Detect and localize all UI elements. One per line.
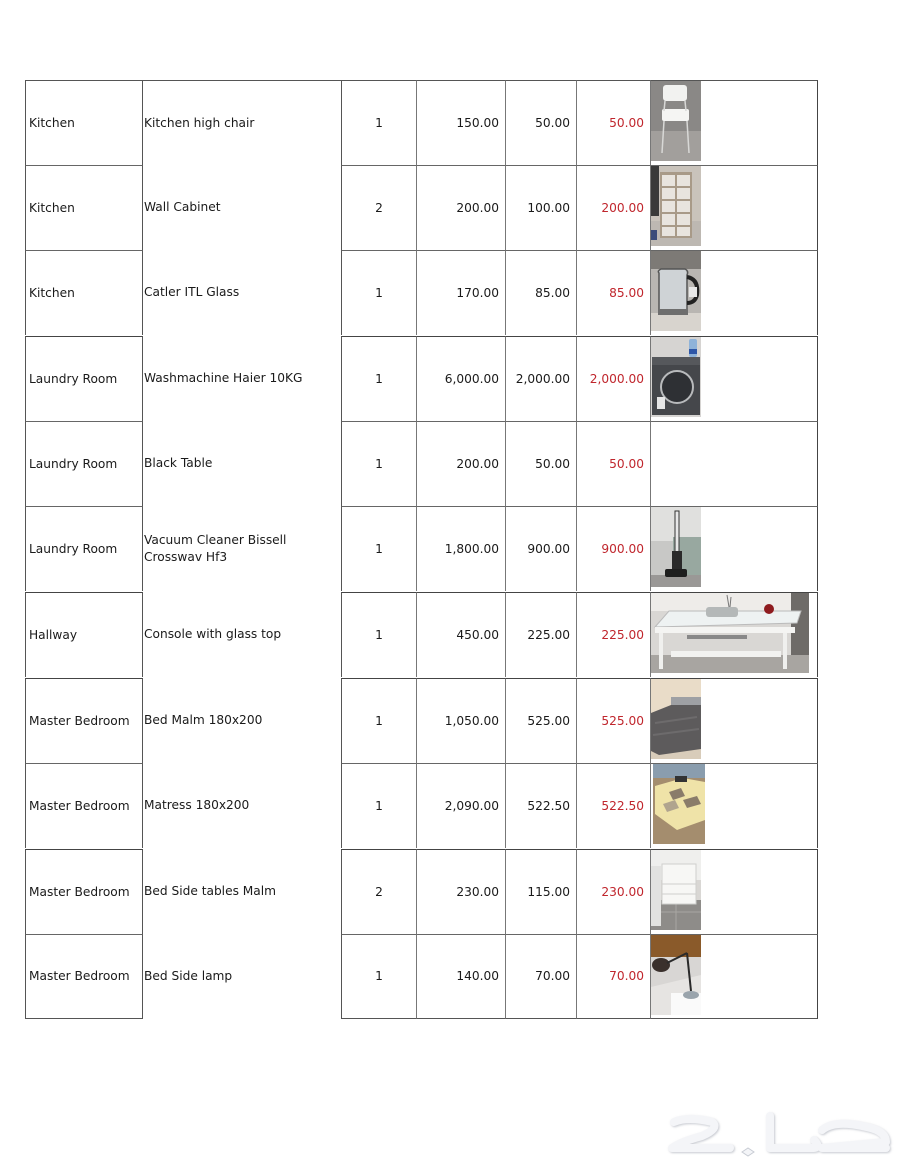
table-row — [25, 934, 818, 1019]
qty-cell: 1 — [341, 250, 417, 335]
total-cell: 70.00 — [577, 934, 650, 1019]
photo-cell — [650, 421, 818, 506]
qty-cell: 1 — [341, 678, 417, 763]
lamp-photo-icon — [651, 935, 701, 1015]
kettle-photo-icon — [651, 251, 701, 331]
qty-cell: 1 — [341, 421, 417, 506]
room-cell: Kitchen — [25, 165, 143, 250]
item-cell: Catler ITL Glass — [144, 285, 240, 299]
item-cell: Bed Side lamp — [144, 969, 233, 983]
photo-cell — [650, 165, 818, 250]
qty-cell: 1 — [341, 336, 417, 421]
room-cell: Kitchen — [25, 80, 143, 165]
half-price-cell: 225.00 — [506, 592, 577, 677]
table-row — [25, 336, 818, 421]
qty-cell: 1 — [341, 763, 417, 848]
bed-photo-icon — [651, 679, 701, 759]
price-cell: 170.00 — [417, 250, 506, 335]
mattress-photo-icon — [653, 764, 705, 844]
total-cell: 50.00 — [577, 80, 650, 165]
nightstand-photo-icon — [651, 850, 701, 930]
photo-cell — [650, 849, 818, 934]
qty-cell: 1 — [341, 934, 417, 1019]
price-cell: 230.00 — [417, 849, 506, 934]
half-price-cell: 115.00 — [506, 849, 577, 934]
photo-cell — [650, 80, 818, 165]
console-table-photo-icon — [651, 593, 809, 673]
washing-machine-photo-icon — [651, 337, 701, 417]
table-row — [25, 849, 818, 934]
photo-cell — [650, 763, 818, 848]
room-cell: Master Bedroom — [25, 849, 143, 934]
price-cell: 6,000.00 — [417, 336, 506, 421]
item-cell: Console with glass top — [144, 627, 282, 641]
half-price-cell: 100.00 — [506, 165, 577, 250]
item-cell: Matress 180x200 — [144, 798, 250, 812]
photo-cell — [650, 678, 818, 763]
price-cell: 450.00 — [417, 592, 506, 677]
photo-cell — [650, 250, 818, 335]
table-row — [25, 250, 818, 335]
qty-cell: 2 — [341, 849, 417, 934]
room-cell: Laundry Room — [25, 336, 143, 421]
item-cell: Washmachine Haier 10KG — [144, 371, 303, 385]
qty-cell: 2 — [341, 165, 417, 250]
vacuum-photo-icon — [651, 507, 701, 587]
room-cell: Laundry Room — [25, 421, 143, 506]
price-cell: 200.00 — [417, 165, 506, 250]
photo-cell — [650, 592, 818, 677]
qty-cell: 1 — [341, 592, 417, 677]
total-cell: 85.00 — [577, 250, 650, 335]
half-price-cell: 50.00 — [506, 421, 577, 506]
qty-cell: 1 — [341, 506, 417, 591]
haraj-logo-icon — [662, 1108, 897, 1158]
table-row — [25, 763, 818, 848]
half-price-cell: 85.00 — [506, 250, 577, 335]
total-cell: 525.00 — [577, 678, 650, 763]
price-cell: 140.00 — [417, 934, 506, 1019]
half-price-cell: 50.00 — [506, 80, 577, 165]
half-price-cell: 522.50 — [506, 763, 577, 848]
item-cell: Wall Cabinet — [144, 200, 221, 214]
table-row — [25, 678, 818, 763]
total-cell: 225.00 — [577, 592, 650, 677]
price-cell: 150.00 — [417, 80, 506, 165]
total-cell: 230.00 — [577, 849, 650, 934]
room-cell: Master Bedroom — [25, 678, 143, 763]
item-cell: Kitchen high chair — [143, 80, 341, 165]
total-cell: 2,000.00 — [577, 336, 650, 421]
table-row — [25, 80, 818, 165]
photo-cell — [650, 336, 818, 421]
total-cell: 200.00 — [577, 165, 650, 250]
room-cell: Kitchen — [25, 250, 143, 335]
half-price-cell: 2,000.00 — [506, 336, 577, 421]
photo-cell — [650, 506, 818, 591]
table-row — [25, 506, 818, 591]
room-cell: Master Bedroom — [25, 763, 143, 848]
item-cell: Vacuum Cleaner Bissell Crosswav Hf3 — [144, 532, 287, 564]
item-cell: Bed Malm 180x200 — [144, 713, 263, 727]
qty-cell: 1 — [341, 80, 417, 165]
photo-cell — [650, 934, 818, 1019]
total-cell: 900.00 — [577, 506, 650, 591]
table-row — [25, 165, 818, 250]
price-cell: 2,090.00 — [417, 763, 506, 848]
half-price-cell: 900.00 — [506, 506, 577, 591]
item-cell: Black Table — [144, 456, 213, 470]
price-cell: 200.00 — [417, 421, 506, 506]
item-cell: Bed Side tables Malm — [144, 884, 277, 898]
total-cell: 522.50 — [577, 763, 650, 848]
chair-photo-icon — [651, 81, 701, 161]
half-price-cell: 525.00 — [506, 678, 577, 763]
room-cell: Hallway — [25, 592, 143, 677]
room-cell: Laundry Room — [25, 506, 143, 591]
price-cell: 1,050.00 — [417, 678, 506, 763]
table-row — [25, 592, 818, 677]
room-cell: Master Bedroom — [25, 934, 143, 1019]
half-price-cell: 70.00 — [506, 934, 577, 1019]
price-cell: 1,800.00 — [417, 506, 506, 591]
cabinet-photo-icon — [651, 166, 701, 246]
total-cell: 50.00 — [577, 421, 650, 506]
table-row — [25, 421, 818, 506]
